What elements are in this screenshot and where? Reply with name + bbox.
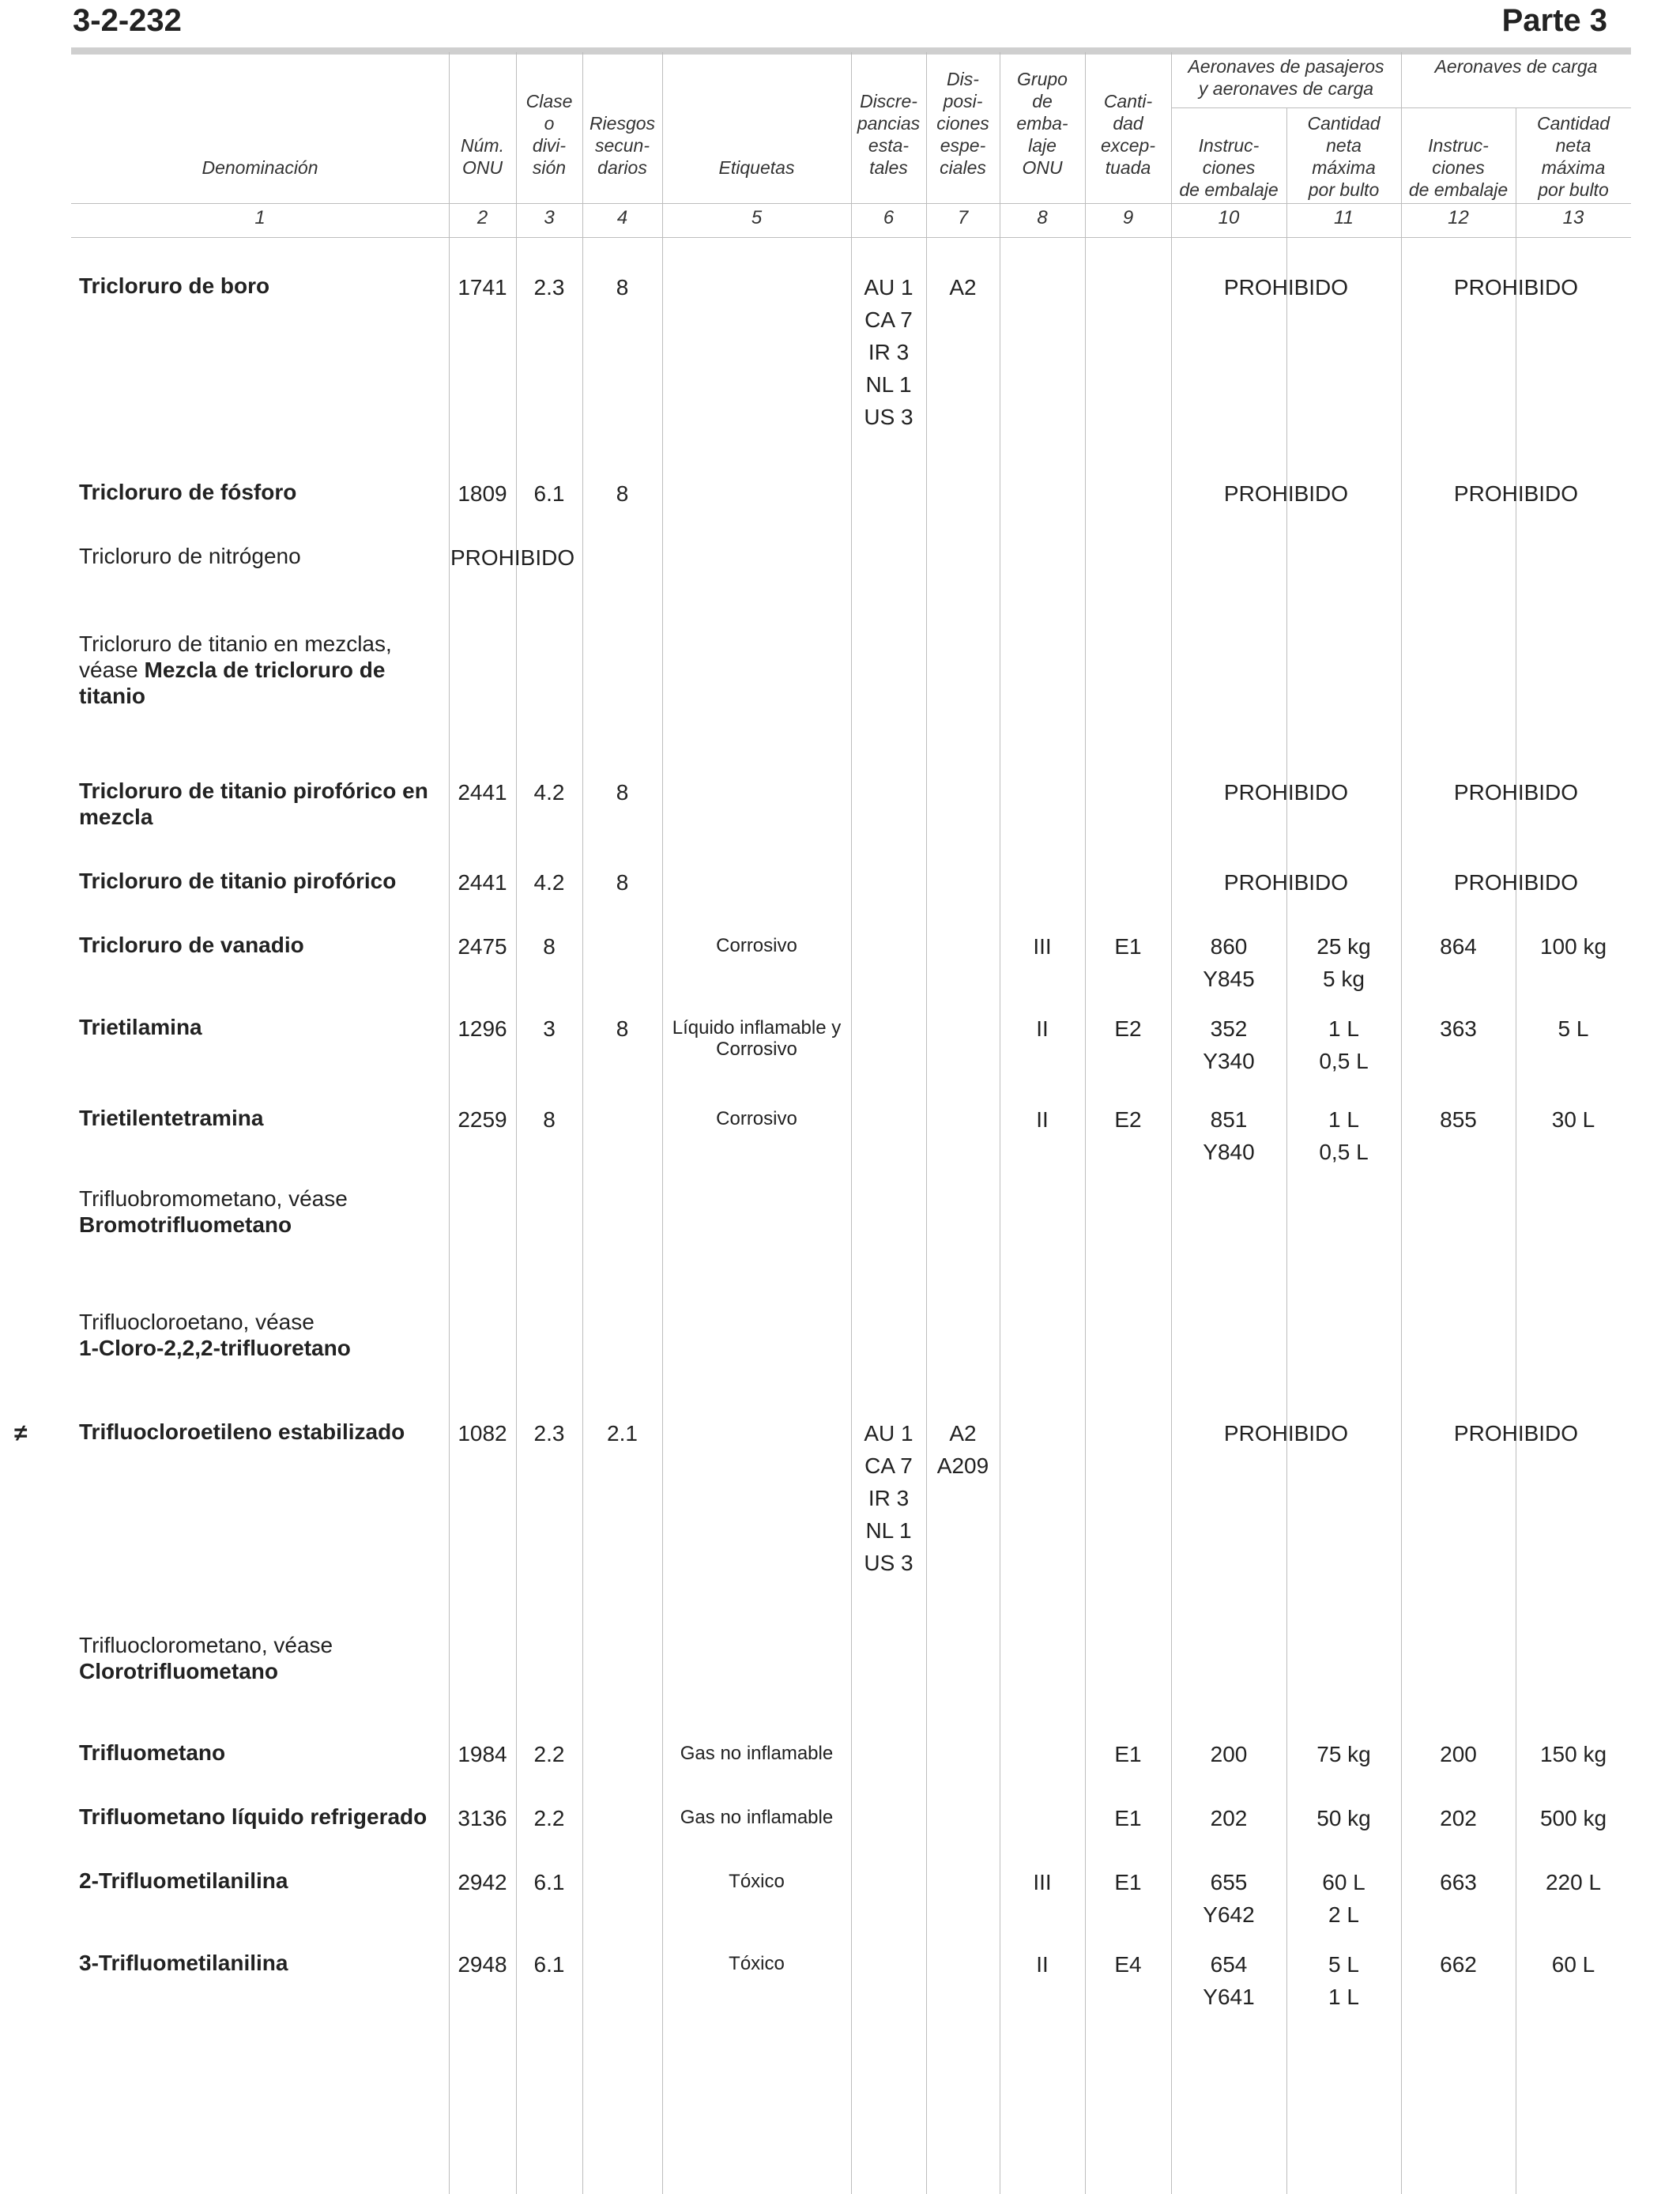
- cargo-prohibited: PROHIBIDO: [1453, 1421, 1579, 1446]
- header-group-carga: Aeronaves de carga: [1434, 56, 1598, 77]
- header-cantidad-exceptuada: Canti- dad excep- tuada: [1100, 91, 1156, 178]
- class-division: 6.1: [533, 1870, 565, 1894]
- substance-name-text: Trifluobromometano, véase: [79, 1186, 348, 1211]
- cargo-max-quantity: 500 kg: [1539, 1806, 1607, 1830]
- substance-name-bold: Trifluocloroetileno estabilizado: [79, 1419, 405, 1444]
- column-number: 1: [254, 207, 266, 228]
- header-clase: Clase o divi- sión: [525, 91, 573, 178]
- un-number: 2259: [458, 1107, 507, 1132]
- excepted-quantity: E1: [1114, 1742, 1142, 1766]
- substance-name: [79, 273, 443, 299]
- excepted-quantity: E2: [1114, 1107, 1142, 1132]
- substance-name: [79, 778, 443, 830]
- header-num-onu: Núm. ONU: [461, 135, 504, 178]
- un-number: 3136: [458, 1806, 507, 1830]
- header-riesgos: Riesgos secun- darios: [589, 113, 656, 178]
- header-cantidad-pax: Cantidad neta máxima por bulto: [1307, 113, 1381, 200]
- substance-name: [79, 1419, 443, 1445]
- header-disposiciones: Dis- posi- ciones espe- ciales: [936, 69, 989, 178]
- cargo-packing-instruction: 662: [1440, 1952, 1477, 1977]
- passenger-packing-instruction: 655 Y642: [1203, 1870, 1255, 1927]
- packing-group: III: [1033, 934, 1052, 959]
- hazard-label: Tóxico: [729, 1953, 785, 1974]
- substance-name: [79, 1950, 443, 1976]
- subsidiary-risk: 8: [616, 275, 629, 300]
- class-division: 2.3: [533, 275, 565, 300]
- substance-name: [79, 543, 443, 569]
- passenger-packing-instruction: 860 Y845: [1203, 934, 1255, 991]
- substance-name-bold: Trietilentetramina: [79, 1106, 264, 1130]
- class-division: 8: [543, 934, 556, 959]
- excepted-quantity: E1: [1114, 934, 1142, 959]
- class-division: 2.2: [533, 1806, 565, 1830]
- subsidiary-risk: 2.1: [607, 1421, 638, 1446]
- column-number: 2: [477, 207, 488, 228]
- column-number: 13: [1562, 207, 1584, 228]
- passenger-packing-instruction: 352 Y340: [1203, 1016, 1255, 1073]
- header-grupo: Grupo de emba- laje ONU: [1016, 69, 1068, 178]
- column-number: 10: [1218, 207, 1240, 228]
- substance-name-bold: Trifluometano: [79, 1740, 226, 1765]
- cargo-packing-instruction: 864: [1440, 934, 1477, 959]
- substance-name: [79, 1868, 443, 1894]
- excepted-quantity: E1: [1114, 1806, 1142, 1830]
- special-provisions: A2: [949, 275, 977, 300]
- substance-name: [79, 1740, 443, 1766]
- un-number: 1809: [458, 481, 507, 506]
- class-division: 4.2: [533, 870, 565, 895]
- substance-name-bold: Tricloruro de titanio pirofórico: [79, 869, 397, 893]
- class-division: 3: [543, 1016, 556, 1041]
- class-division: 4.2: [533, 780, 565, 805]
- header-discrepancias: Discre- pancias esta- tales: [857, 91, 921, 178]
- column-number: 6: [883, 207, 895, 228]
- hazard-label: Tóxico: [729, 1871, 785, 1892]
- passenger-prohibited: PROHIBIDO: [1223, 870, 1349, 895]
- special-provisions: A2 A209: [936, 1421, 989, 1478]
- cargo-max-quantity: 220 L: [1545, 1870, 1602, 1894]
- column-divider: [926, 52, 927, 2194]
- colnum-divider: [71, 237, 1631, 238]
- packing-group: II: [1036, 1952, 1049, 1977]
- class-division: 8: [543, 1107, 556, 1132]
- cargo-prohibited: PROHIBIDO: [1453, 870, 1579, 895]
- packing-group: II: [1036, 1016, 1049, 1041]
- un-number: 1984: [458, 1742, 507, 1766]
- passenger-prohibited: PROHIBIDO: [1223, 780, 1349, 805]
- cargo-max-quantity: 100 kg: [1539, 934, 1607, 959]
- passenger-prohibited: PROHIBIDO: [1223, 481, 1349, 506]
- hazard-label: Gas no inflamable: [680, 1807, 834, 1828]
- cross-reference-name: Bromotrifluometano: [79, 1212, 292, 1237]
- column-number: 8: [1037, 207, 1048, 228]
- cargo-packing-instruction: 855: [1440, 1107, 1477, 1132]
- substance-name: [79, 631, 443, 709]
- cargo-packing-instruction: 663: [1440, 1870, 1477, 1894]
- subsidiary-risk: 8: [616, 481, 629, 506]
- passenger-packing-instruction: 200: [1210, 1742, 1248, 1766]
- substance-name: [79, 479, 443, 505]
- column-number: 3: [544, 207, 555, 228]
- passenger-max-quantity: 50 kg: [1317, 1806, 1371, 1830]
- column-number: 4: [616, 207, 628, 228]
- substance-name: [79, 1632, 443, 1684]
- class-division: 6.1: [533, 1952, 565, 1977]
- subsidiary-risk: 8: [616, 870, 629, 895]
- header-divider: [71, 203, 1631, 204]
- subsidiary-risk: 8: [616, 780, 629, 805]
- class-division: 2.2: [533, 1742, 565, 1766]
- forbidden-text: PROHIBIDO: [450, 545, 575, 570]
- substance-name: [79, 932, 443, 958]
- cargo-max-quantity: 5 L: [1558, 1016, 1589, 1041]
- subsidiary-risk: 8: [616, 1016, 629, 1041]
- passenger-packing-instruction: 202: [1210, 1806, 1248, 1830]
- header-instrucciones-pax: Instruc- ciones de embalaje: [1179, 135, 1279, 200]
- class-division: 6.1: [533, 481, 565, 506]
- packing-group: II: [1036, 1107, 1049, 1132]
- hazard-label: Líquido inflamable y Corrosivo: [672, 1017, 842, 1060]
- header-instrucciones-carga: Instruc- ciones de embalaje: [1408, 135, 1509, 200]
- cross-reference-name: 1-Cloro-2,2,2-trifluoretano: [79, 1336, 351, 1360]
- column-number: 11: [1334, 207, 1354, 228]
- substance-name-text: Tricloruro de titanio en mezclas, véase: [79, 631, 392, 682]
- un-number: 2441: [458, 870, 507, 895]
- substance-name-bold: Tricloruro de fósforo: [79, 480, 297, 504]
- cargo-packing-instruction: 202: [1440, 1806, 1477, 1830]
- substance-name-bold: Trietilamina: [79, 1015, 202, 1039]
- class-division: 2.3: [533, 1421, 565, 1446]
- cargo-prohibited: PROHIBIDO: [1453, 275, 1579, 300]
- column-number: 12: [1448, 207, 1469, 228]
- header-cantidad-carga: Cantidad neta máxima por bulto: [1536, 113, 1610, 200]
- cargo-prohibited: PROHIBIDO: [1453, 481, 1579, 506]
- cargo-max-quantity: 60 L: [1551, 1952, 1595, 1977]
- substance-name: [79, 1309, 443, 1361]
- part-label: Parte 3: [1501, 3, 1607, 38]
- cargo-prohibited: PROHIBIDO: [1453, 780, 1579, 805]
- passenger-prohibited: PROHIBIDO: [1223, 275, 1349, 300]
- hazard-label: Gas no inflamable: [680, 1743, 834, 1764]
- column-number: 9: [1122, 207, 1134, 228]
- state-variations: AU 1 CA 7 IR 3 NL 1 US 3: [864, 1421, 913, 1575]
- excepted-quantity: E2: [1114, 1016, 1142, 1041]
- change-mark: ≠: [14, 1420, 28, 1446]
- passenger-max-quantity: 75 kg: [1317, 1742, 1371, 1766]
- header-denominacion: Denominación: [202, 157, 318, 178]
- un-number: 2475: [458, 934, 507, 959]
- un-number: 2441: [458, 780, 507, 805]
- passenger-packing-instruction: 654 Y641: [1203, 1952, 1255, 2009]
- cross-reference-name: Mezcla de tricloruro de titanio: [79, 658, 386, 708]
- cargo-packing-instruction: 200: [1440, 1742, 1477, 1766]
- cargo-max-quantity: 30 L: [1551, 1107, 1595, 1132]
- substance-name: [79, 1105, 443, 1131]
- excepted-quantity: E4: [1114, 1952, 1142, 1977]
- substance-name-bold: Trifluometano líquido refrigerado: [79, 1804, 428, 1829]
- substance-name-bold: Tricloruro de vanadio: [79, 933, 304, 957]
- un-number: 2942: [458, 1870, 507, 1894]
- hazard-label: Corrosivo: [716, 1108, 797, 1129]
- substance-name-bold: 3-Trifluometilanilina: [79, 1951, 288, 1975]
- column-number: 5: [751, 207, 763, 228]
- substance-name: [79, 868, 443, 894]
- column-number: 7: [957, 207, 969, 228]
- un-number: 2948: [458, 1952, 507, 1977]
- substance-name-text: Tricloruro de nitrógeno: [79, 544, 301, 568]
- substance-name-text: Trifluocloroetano, véase: [79, 1310, 315, 1334]
- un-number: 1296: [458, 1016, 507, 1041]
- substance-name-bold: Tricloruro de titanio pirofórico en mezcla: [79, 778, 428, 829]
- substance-name: [79, 1186, 443, 1238]
- cargo-max-quantity: 150 kg: [1539, 1742, 1607, 1766]
- un-number: 1741: [458, 275, 507, 300]
- group-divider: [1171, 107, 1631, 108]
- page-number: 3-2-232: [73, 3, 182, 38]
- passenger-prohibited: PROHIBIDO: [1223, 1421, 1349, 1446]
- cargo-packing-instruction: 363: [1440, 1016, 1477, 1041]
- passenger-max-quantity: 1 L 0,5 L: [1319, 1107, 1369, 1164]
- substance-name-bold: 2-Trifluometilanilina: [79, 1868, 288, 1893]
- substance-name: [79, 1014, 443, 1040]
- column-divider: [582, 52, 583, 2194]
- un-number: 1082: [458, 1421, 507, 1446]
- passenger-packing-instruction: 851 Y840: [1203, 1107, 1255, 1164]
- substance-name: [79, 1804, 443, 1830]
- substance-name-bold: Tricloruro de boro: [79, 273, 270, 298]
- header-etiquetas: Etiquetas: [718, 157, 795, 178]
- excepted-quantity: E1: [1114, 1870, 1142, 1894]
- state-variations: AU 1 CA 7 IR 3 NL 1 US 3: [864, 275, 913, 429]
- passenger-max-quantity: 5 L 1 L: [1328, 1952, 1359, 2009]
- passenger-max-quantity: 25 kg 5 kg: [1317, 934, 1371, 991]
- passenger-max-quantity: 60 L 2 L: [1322, 1870, 1365, 1927]
- packing-group: III: [1033, 1870, 1052, 1894]
- cross-reference-name: Clorotrifluometano: [79, 1659, 278, 1683]
- passenger-max-quantity: 1 L 0,5 L: [1319, 1016, 1369, 1073]
- header-group-pasajeros: Aeronaves de pasajeros y aeronaves de carga: [1188, 56, 1384, 99]
- substance-name-text: Trifluoclorometano, véase: [79, 1633, 333, 1657]
- hazard-label: Corrosivo: [716, 935, 797, 956]
